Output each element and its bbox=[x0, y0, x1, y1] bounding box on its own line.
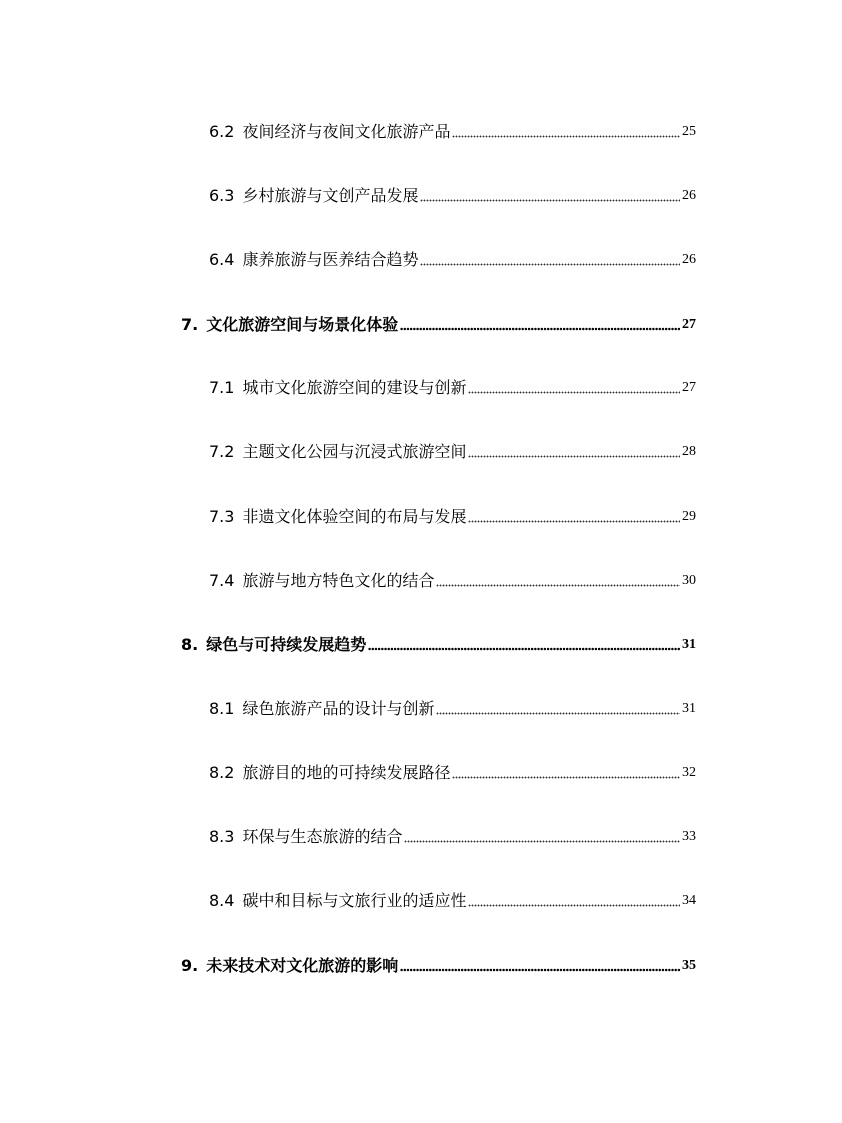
toc-entry-9[interactable] bbox=[181, 952, 696, 976]
toc-entry-page-number: 35 bbox=[682, 958, 696, 973]
toc-dot-leader bbox=[400, 327, 680, 331]
toc-entry-8-4[interactable] bbox=[209, 887, 696, 911]
toc-entry-6-3[interactable] bbox=[209, 182, 696, 206]
toc-entry-page-number: 26 bbox=[682, 188, 696, 203]
toc-entry-number: 9. bbox=[181, 956, 199, 975]
toc-entry-page-number: 34 bbox=[682, 893, 696, 908]
toc-entry-8-1[interactable] bbox=[209, 695, 696, 719]
toc-dot-leader bbox=[400, 968, 680, 972]
toc-entry-page-number: 28 bbox=[682, 444, 696, 459]
toc-entry-7-4[interactable] bbox=[209, 567, 696, 591]
toc-entry-title: 绿色与可持续发展趋势 bbox=[206, 635, 367, 654]
toc-dot-leader bbox=[468, 519, 680, 523]
toc-dot-leader bbox=[452, 775, 680, 779]
toc-entry-number: 8. bbox=[181, 635, 199, 654]
toc-entry-title: 未来技术对文化旅游的影响 bbox=[206, 956, 399, 975]
toc-entry-title: 文化旅游空间与场景化体验 bbox=[206, 315, 399, 334]
toc-entry-6-4[interactable] bbox=[209, 246, 696, 270]
toc-entry-page-number: 26 bbox=[682, 252, 696, 267]
toc-entry-number: 7.4 bbox=[209, 571, 235, 590]
toc-entry-title: 康养旅游与医养结合趋势 bbox=[242, 250, 419, 269]
toc-dot-leader bbox=[368, 647, 680, 651]
toc-dot-leader bbox=[436, 583, 680, 587]
toc-entry-page-number: 32 bbox=[682, 765, 696, 780]
toc-entry-page-number: 31 bbox=[682, 701, 696, 716]
toc-entry-number: 6.4 bbox=[209, 250, 235, 269]
toc-entry-title: 城市文化旅游空间的建设与创新 bbox=[242, 378, 467, 397]
toc-entry-6-2[interactable] bbox=[209, 118, 696, 142]
toc-entry-title: 环保与生态旅游的结合 bbox=[242, 827, 403, 846]
toc-entry-title: 旅游与地方特色文化的结合 bbox=[242, 571, 435, 590]
toc-entry-title: 绿色旅游产品的设计与创新 bbox=[242, 699, 435, 718]
toc-dot-leader bbox=[420, 262, 680, 266]
toc-entry-number: 8.4 bbox=[209, 891, 235, 910]
toc-entry-title: 旅游目的地的可持续发展路径 bbox=[242, 763, 451, 782]
toc-dot-leader bbox=[436, 711, 680, 715]
toc-entry-title: 主题文化公园与沉浸式旅游空间 bbox=[242, 442, 467, 461]
toc-dot-leader bbox=[404, 839, 680, 843]
toc-entry-page-number: 31 bbox=[682, 637, 696, 652]
toc-dot-leader bbox=[420, 198, 680, 202]
toc-entry-number: 6.3 bbox=[209, 186, 235, 205]
toc-entry-number: 7.1 bbox=[209, 378, 235, 397]
toc-dot-leader bbox=[468, 454, 680, 458]
toc-entry-title: 非遗文化体验空间的布局与发展 bbox=[242, 507, 467, 526]
toc-entry-7-2[interactable] bbox=[209, 438, 696, 462]
toc-entry-7-3[interactable] bbox=[209, 503, 696, 527]
toc-entry-number: 6.2 bbox=[209, 122, 235, 141]
toc-entry-number: 7.3 bbox=[209, 507, 235, 526]
toc-dot-leader bbox=[452, 134, 680, 138]
toc-entry-page-number: 25 bbox=[682, 124, 696, 139]
toc-entry-7[interactable] bbox=[181, 311, 696, 335]
toc-entry-page-number: 30 bbox=[682, 573, 696, 588]
toc-entry-title: 乡村旅游与文创产品发展 bbox=[242, 186, 419, 205]
toc-entry-page-number: 27 bbox=[682, 317, 696, 332]
toc-entry-title: 碳中和目标与文旅行业的适应性 bbox=[242, 891, 467, 910]
toc-entry-number: 8.3 bbox=[209, 827, 235, 846]
toc-entry-title: 夜间经济与夜间文化旅游产品 bbox=[242, 122, 451, 141]
toc-entry-page-number: 33 bbox=[682, 829, 696, 844]
toc-entry-page-number: 27 bbox=[682, 380, 696, 395]
toc-dot-leader bbox=[468, 390, 680, 394]
toc-entry-number: 8.2 bbox=[209, 763, 235, 782]
toc-entry-number: 7.2 bbox=[209, 442, 235, 461]
toc-entry-number: 7. bbox=[181, 315, 199, 334]
toc-entry-8[interactable] bbox=[181, 631, 696, 655]
toc-entry-8-3[interactable] bbox=[209, 823, 696, 847]
toc-entry-8-2[interactable] bbox=[209, 759, 696, 783]
toc-dot-leader bbox=[468, 903, 680, 907]
toc-entry-number: 8.1 bbox=[209, 699, 235, 718]
toc-entry-page-number: 29 bbox=[682, 509, 696, 524]
toc-entry-7-1[interactable] bbox=[209, 374, 696, 398]
